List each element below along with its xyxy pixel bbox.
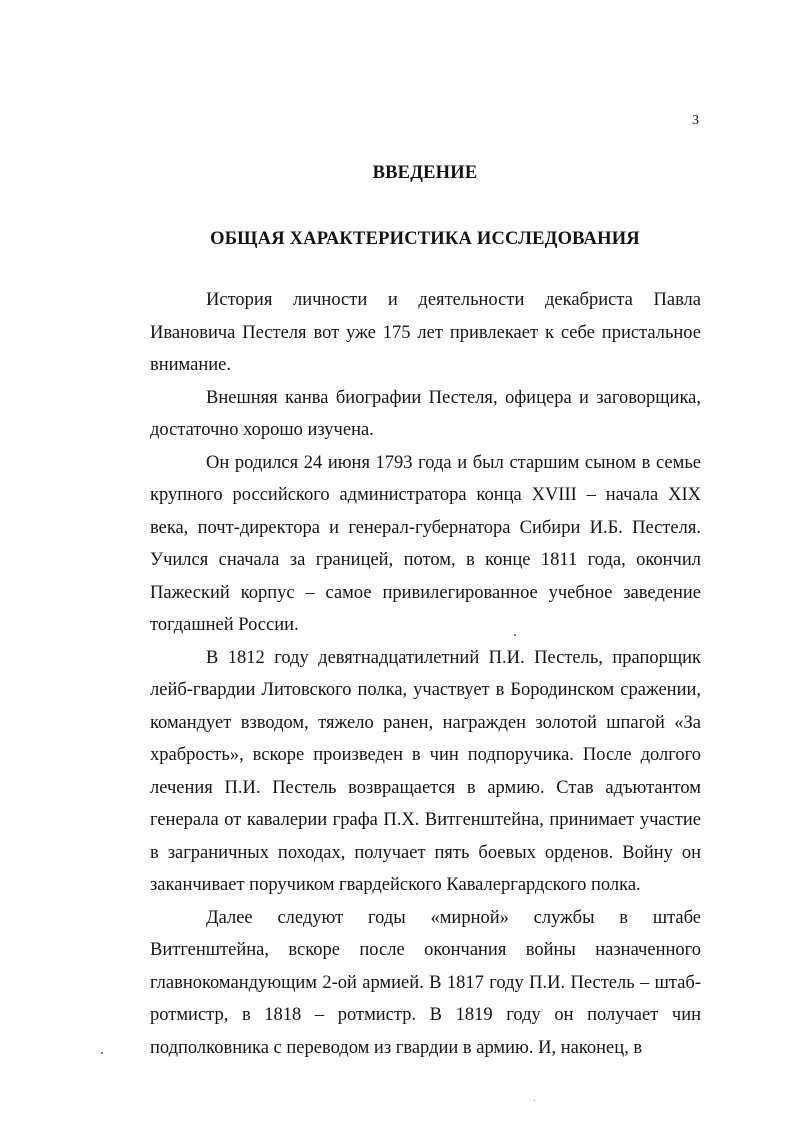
body-text [150, 284, 701, 1064]
scan-speck [534, 1100, 535, 1101]
scan-speck [101, 1052, 103, 1054]
scan-speck [514, 634, 516, 636]
section-title: ОБЩАЯ ХАРАКТЕРИСТИКА ИССЛЕДОВАНИЯ [210, 229, 640, 249]
paragraph: Он родился 24 июня 1793 года и был старшим сыном в семье крупного российского администратора конца XVIII – начала XIX века, почт-директора и генерал-губернатора Сибири И.Б. Пестеля. Учился сначала за границей, потом, в конце 1811 года, окончил Пажеский корпус – самое привилегированное учебное заведение тогдашней России. [150, 452, 701, 635]
paragraph: История личности и деятельности декабриста Павла Ивановича Пестеля вот уже 175 лет привлекает к себе пристальное внимание. [150, 290, 701, 375]
page-title: ВВЕДЕНИЕ [372, 163, 478, 183]
paragraph: В 1812 году девятнадцатилетний П.И. Пестель, прапорщик лейб-гвардии Литовского полка, участвует в Бородинском сражении, командует взводом, тяжело ранен, награжден золотой шпагой «За храбрость», вскоре произведен в чин подпоручика. После долгого лечения П.И. Пестель возвращается в армию. Став адъютантом генерала от кавалерии графа П.Х. Витгенштейна, принимает участие в заграничных походах, получает пять боевых орденов. Войну он заканчивает поручиком гвардейского Кавалергардского полка. [150, 647, 701, 895]
paragraph: Далее следуют годы «мирной» службы в штабе Витгенштейна, вскоре после окончания войны назначенного главнокомандующим 2-ой армией. В 1817 году П.И. Пестель – штаб-ротмистр, в 1818 – ротмистр. В 1819 году он получает чин подполковника с переводом из гвардии в армию. И, наконец, в [150, 907, 701, 1058]
paragraph: Внешняя канва биографии Пестеля, офицера и заговорщика, достаточно хорошо изучена. [150, 387, 701, 440]
page-number: 3 [692, 113, 699, 128]
